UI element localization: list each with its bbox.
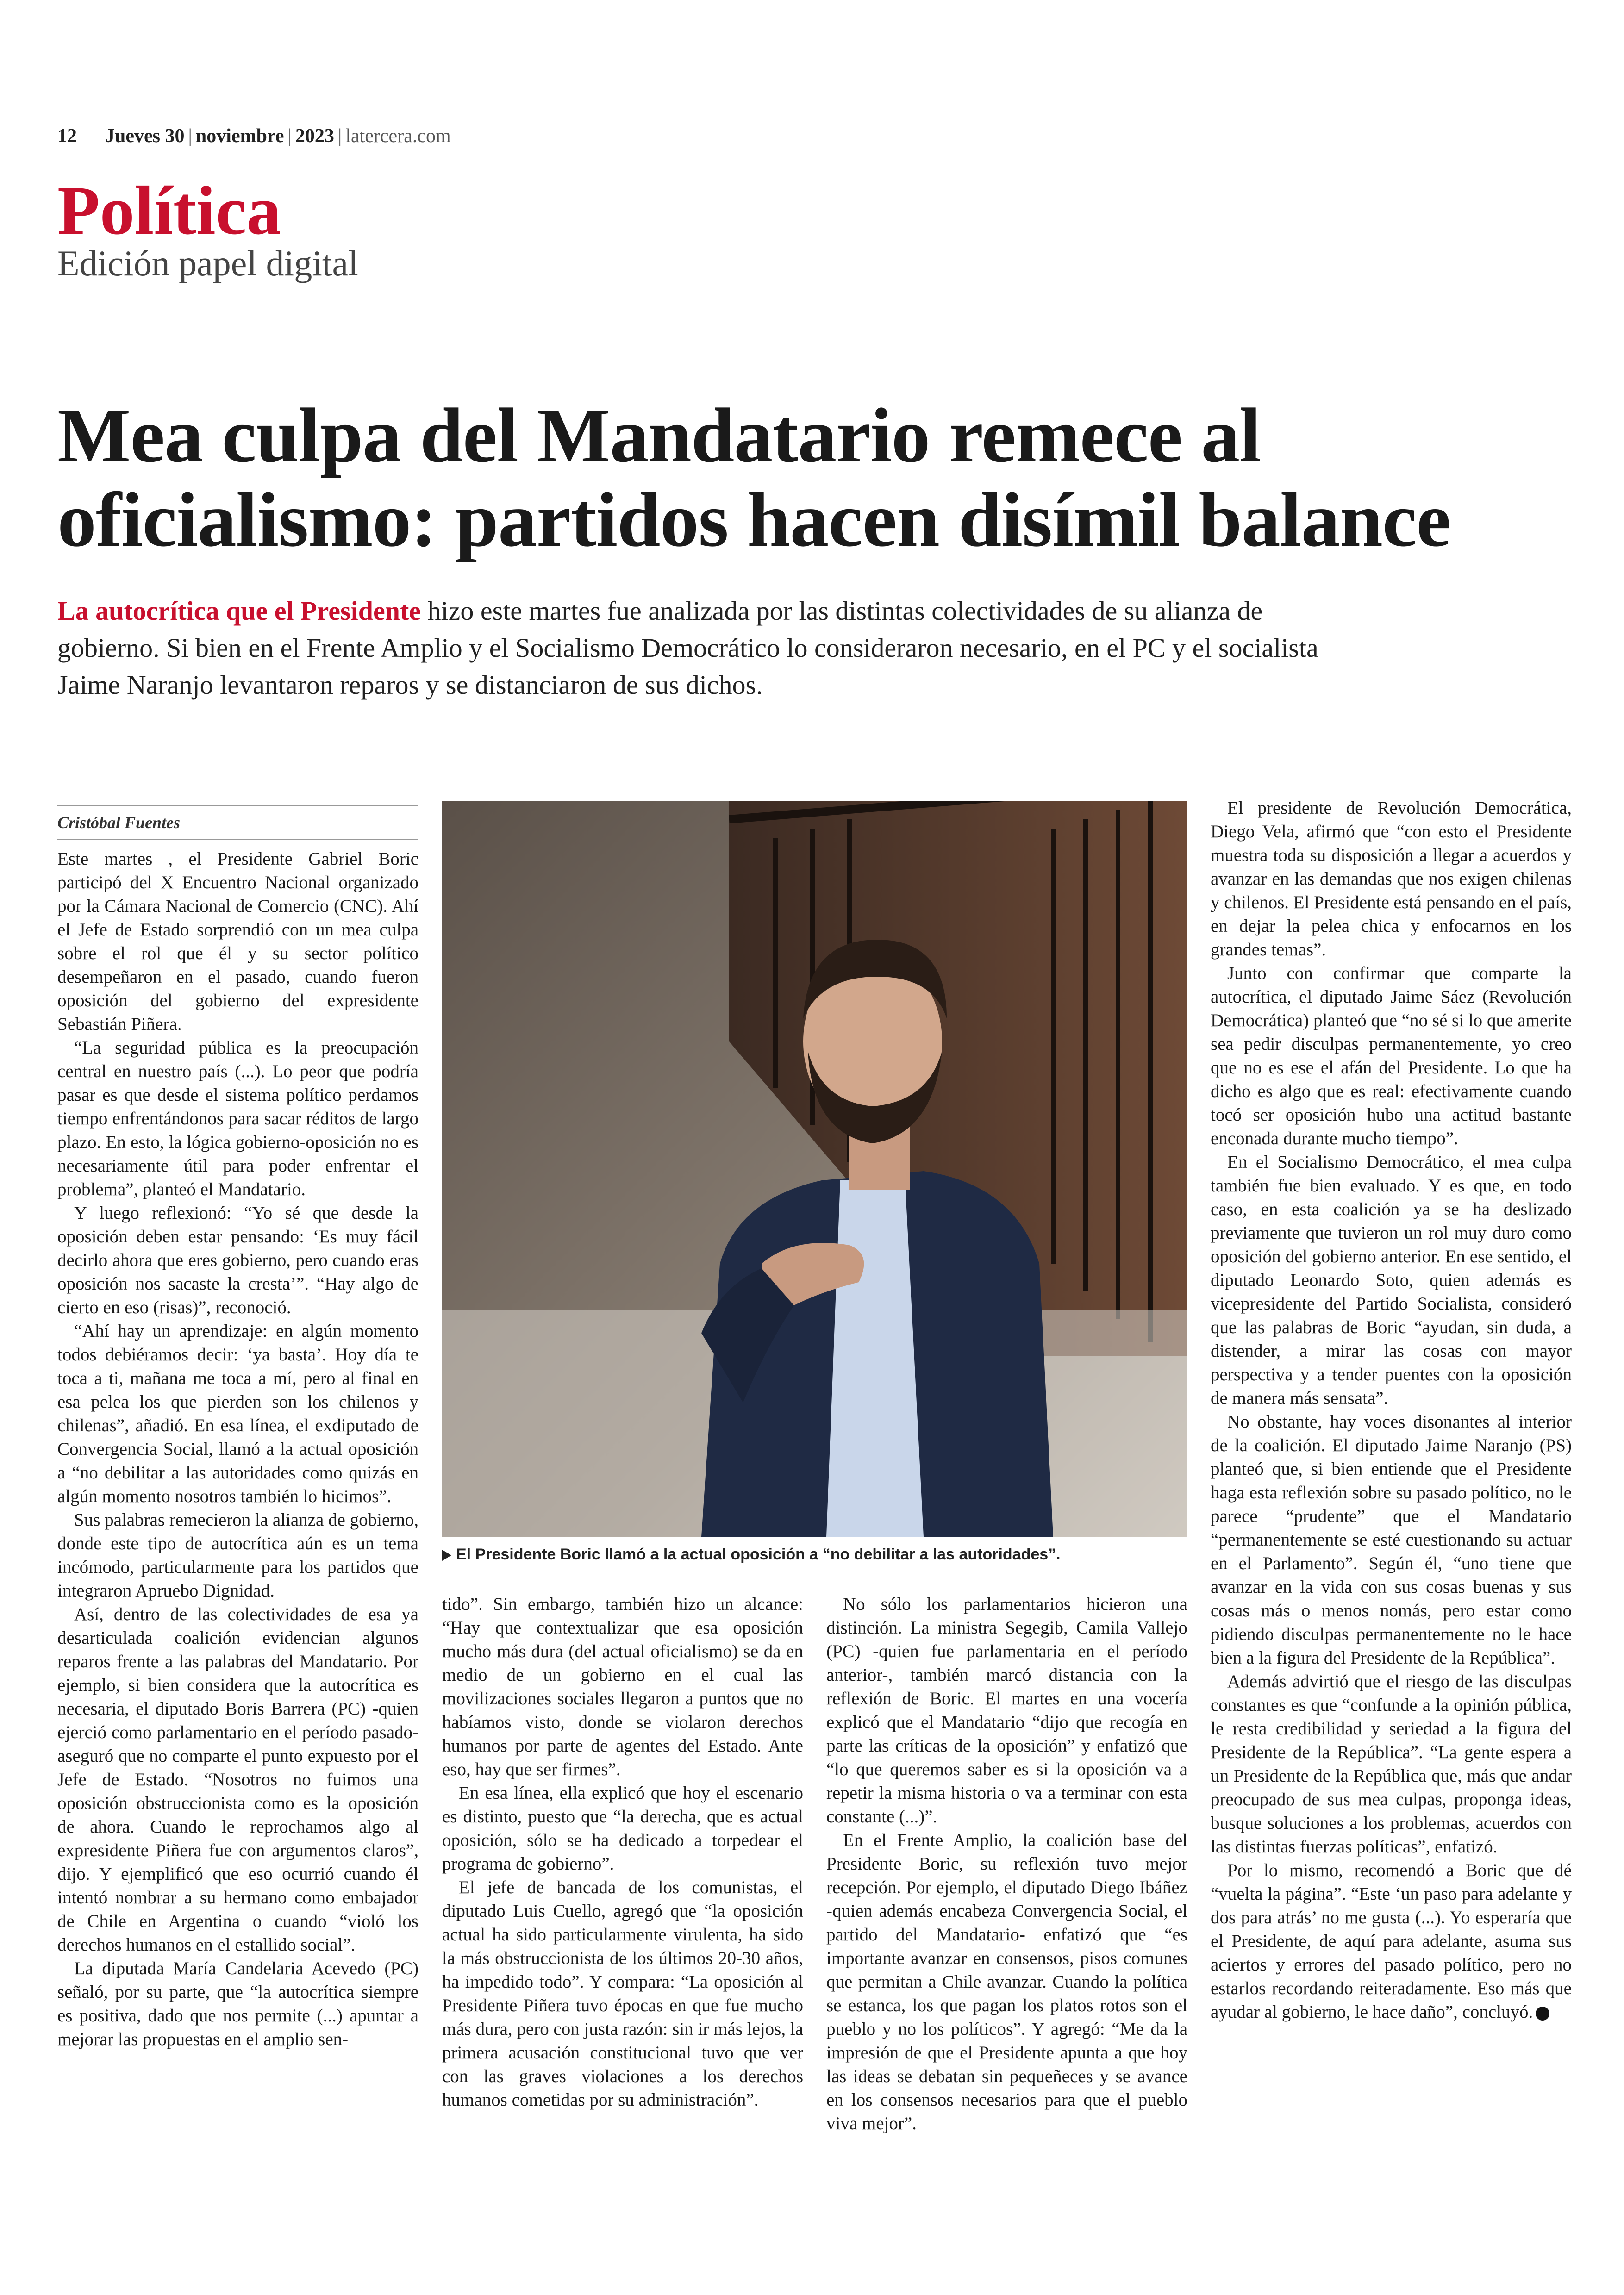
paragraph: “La seguridad pública es la preocupación central en nuestro país (...). Lo peor que podría pasar es que desde el sistema político perdamos tiempo enfrentándonos para sacar réditos de largo plazo. En esto, la lógica gobierno-oposición no es necesariamente útil para poder enfrentar el problema”, planteó el Mandatario. <box>57 1038 418 1199</box>
paragraph: Este martes , el Presidente Gabriel Boric participó del X Encuentro Nacional organizado por la Cámara Nacional de Comercio (CNC). Ahí el Jefe de Estado sorprendió con un mea culpa sobre el rol que él y su sector político desempeñaron en el pasado, cuando fueron oposición del gobierno del expresidente Sebastián Piñera. <box>57 849 418 1034</box>
lede-kicker: La autocrítica que el Presidente <box>57 596 421 626</box>
article-column-1 <box>57 847 418 2180</box>
site-link[interactable]: latercera.com <box>345 125 451 147</box>
paragraph: Además advirtió que el riesgo de las disculpas constantes es que “confunde a la opinión pública, le resta credibilidad y seriedad a la figura del Presidente de la República”. “La gente espera a un Presidente de la República que, más que andar preocupado de sus mea culpas, proponga ideas, busque soluciones a los problemas, acuerdos con las distintas fuerzas políticas”, enfatizó. <box>1211 1671 1572 1857</box>
paragraph: “Ahí hay un aprendizaje: en algún momento todos debiéramos decir: ‘ya basta’. Hoy día te toca a ti, mañana me toca a mí, pero al final en esa pelea los que pierden son los chilenos y chilenas”, añadió. En esa línea, el exdiputado de Convergencia Social, llamó a la actual oposición a “no debilitar a las autoridades como quizás en algún momento nosotros también lo hicimos”. <box>57 1321 418 1506</box>
paragraph: Y luego reflexionó: “Yo sé que desde la oposición deben estar pensando: ‘Es muy fácil decirlo ahora que eres gobierno, pero cuando eras oposición nos sacaste la cresta’”. “Hay algo de cierto en eso (risas)”, reconoció. <box>57 1203 418 1317</box>
section-subtitle: Edición papel digital <box>57 243 358 283</box>
paragraph: El jefe de bancada de los comunistas, el diputado Luis Cuello, agregó que “la oposición actual ha sido particularmente virulenta, ha sido la más obstruccionista de los últimos 20-30 años, ha impedido todo”. Y compara: “La oposición al Presidente Piñera tuvo épocas en que fue mucho más dura, pero con justa razón: sin ir más lejos, la primera acusación constitucional tuvo que ver con las graves violaciones a los derechos humanos cometidas por su administración”. <box>442 1877 803 2110</box>
photo-illustration <box>442 801 1187 1537</box>
article-lede <box>57 592 1354 704</box>
paragraph: Así, dentro de las colectividades de esa ya desarticulada coalición evidencian algunos reparos frente a las palabras del Mandatario. Por ejemplo, si bien considera que la autocrítica es necesaria, el diputado Boris Barrera (PC) -quien ejerció como parlamentario en el período pasado- aseguró que no comparte el punto expuesto por el Jefe de Estado. “Nosotros no fuimos una oposición obstruccionista como es la oposición de ahora. Cuando le reprochamos algo al expresidente Piñera fue con argumentos claros”, dijo. Y ejemplificó que eso ocurrió cuando él intentó nombrar a su hermano como embajador de Chile en Argentina o cuando “violó los derechos humanos en el estallido social”. <box>57 1604 418 1955</box>
photo-caption <box>442 1544 1187 1565</box>
section-title: Política <box>57 172 281 249</box>
lede-text: hizo este martes fue analizada por las distintas colectividades de su alianza de gobierno. Si bien en el Frente Amplio y el Socialismo Democrático lo consideraron necesario, en el PC y el socialista Jaime Naranjo levantaron reparos y se distanciaron de sus dichos. <box>57 596 1318 700</box>
paragraph: No sólo los parlamentarios hicieron una distinción. La ministra Segegib, Camila Vallejo (PC) -quien fue parlamentaria en el período anterior-, también marcó distancia con la reflexión de Boric. El martes en una vocería explicó que el Mandatario “dijo que recogía en parte las críticas de la oposición” y enfatizó que “lo que queremos saber es si la oposición va a repetir la misma historia o va a terminar con esta constante (...)”. <box>826 1594 1187 1827</box>
paragraph: Junto con confirmar que comparte la autocrítica, el diputado Jaime Sáez (Revolución Democrática) planteó que “no sé si lo que amerite sea pedir disculpas permanentemente, yo creo que no es ese el afán del Presidente. Lo que ha dicho es algo que es real: efectivamente cuando tocó ser oposición hubo una actitud bastante enconada durante mucho tiempo”. <box>1211 963 1572 1148</box>
paragraph: No obstante, hay voces disonantes al interior de la coalición. El diputado Jaime Naranjo (PS) planteó que, si bien entiende que el Presidente haga esta reflexión sobre su pasado político, no le parece “prudente” que el Mandatario “permanentemente se esté cuestionando su actuar en el Parlamento”. Según él, “uno tiene que avanzar en la vida con sus cosas buenas y sus cosas más o menos nomás, pero estar como pidiendo disculpas permanentemente no le hace bien a la figura del Presidente de la República”. <box>1211 1412 1572 1668</box>
article-photo <box>442 801 1187 1537</box>
paragraph: En el Socialismo Democrático, el mea culpa también fue bien evaluado. Y es que, en todo caso, en esta coalición ya se ha deslizado previamente que tuvieron un rol muy duro como oposición del gobierno anterior. En ese sentido, el diputado Leonardo Soto, quien además es vicepresidente del Partido Socialista, consideró que las palabras de Boric “ayudan, sin duda, a distender, a mirar las cosas con mayor perspectiva y a tender puentes con la oposición de manera más sensata”. <box>1211 1152 1572 1408</box>
date-year: 2023 <box>295 125 334 147</box>
date-month: noviembre <box>195 125 284 147</box>
folio: 12 Jueves 30 | noviembre | 2023 | latercera.com <box>57 125 451 147</box>
end-mark-icon <box>1536 2007 1549 2021</box>
paragraph: En el Frente Amplio, la coalición base del Presidente Boric, su reflexión tuvo mejor recepción. Por ejemplo, el diputado Diego Ibáñez -quien además encabeza Convergencia Social, el partido del Mandatario- enfatizó que “es importante avanzar en consensos, pisos comunes que permitan a Chile avanzar. Cuando la política se estanca, los que pagan los platos rotos son el pueblo y no los políticos”. Y agregó: “Me da la impresión de que el Presidente apunta a que hoy las ideas se debatan sin pequeñeces y se avance en los consensos necesarios para que el pueblo viva mejor”. <box>826 1830 1187 2133</box>
date-weekday: Jueves 30 <box>105 125 185 147</box>
article-headline: Mea culpa del Mandatario remece al oficialismo: partidos hacen disímil balance <box>57 393 1451 563</box>
article-column-2 <box>442 1592 803 2180</box>
caption-arrow-icon <box>442 1550 451 1561</box>
paragraph: Sus palabras remecieron la alianza de gobierno, donde este tipo de autocrítica aún es un tema incómodo, particularmente para los partidos que integraron Apruebo Dignidad. <box>57 1510 418 1601</box>
paragraph: La diputada María Candelaria Acevedo (PC) señaló, por su parte, que “la autocrítica siempre es positiva, dado que nos permite (...) apuntar a mejorar las propuestas en el amplio sen- <box>57 1958 418 2049</box>
paragraph: tido”. Sin embargo, también hizo un alcance: “Hay que contextualizar que esa oposición mucho más dura (del actual oficialismo) se da en medio de un gobierno en el cual las movilizaciones sociales llegaron a puntos que no habíamos visto, donde se violaron derechos humanos por parte de agentes del Estado. Ante eso, hay que ser firmes”. <box>442 1594 803 1779</box>
page-number: 12 <box>57 125 77 147</box>
paragraph-text: Por lo mismo, recomendó a Boric que dé “vuelta la página”. “Este ‘un paso para adelante y dos para atrás’ no me gusta (...). Yo esperaría que el Presidente, de aquí para adelante, asuma sus aciertos y errores del pasado político, pero no estarlos recordando reiteradamente. Eso más que ayudar al gobierno, le hace daño”, concluyó. <box>1211 1860 1572 2022</box>
byline: Cristóbal Fuentes <box>57 805 418 840</box>
caption-text: El Presidente Boric llamó a la actual oposición a “no debilitar a las autoridades”. <box>456 1546 1061 1563</box>
paragraph: El presidente de Revolución Democrática, Diego Vela, afirmó que “con esto el Presidente muestra toda su disposición a llegar a acuerdos y avanzar en las demandas que nos exigen chilenas y chilenos. El Presidente está pensando en el país, en dejar la pelea chica y enfocarnos en los grandes temas”. <box>1211 798 1572 960</box>
paragraph-last <box>1211 1858 1572 2024</box>
paragraph: En esa línea, ella explicó que hoy el escenario es distinto, puesto que “la derecha, que es actual oposición, sólo se ha dedicado a torpedear el programa de gobierno”. <box>442 1783 803 1874</box>
article-column-3 <box>826 1592 1187 2180</box>
article-column-4 <box>1211 796 1572 2180</box>
